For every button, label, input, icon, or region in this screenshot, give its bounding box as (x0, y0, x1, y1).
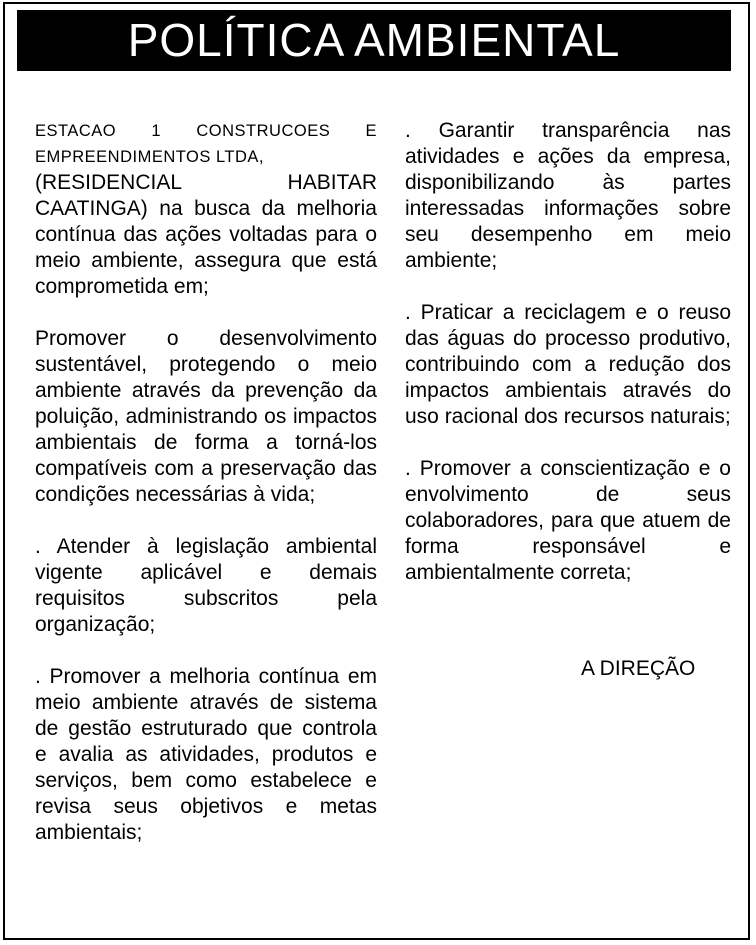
intro-paragraph (35, 118, 377, 300)
policy-item-legislation: . Atender à legislação ambiental vigente aplicável e demais requisitos subscritos pela organização; (35, 535, 377, 636)
page-title: POLÍTICA AMBIENTAL (17, 10, 731, 71)
policy-item-awareness: . Promover a conscientização e o envolvimento de seus colaboradores, para que atuem de forma responsável e ambientalmente correta; (405, 457, 731, 584)
company-name: ESTACAO 1 CONSTRUCOES E EMPREENDIMENTOS LTDA, (35, 122, 377, 166)
right-column (405, 118, 731, 612)
policy-item-sustainable-development: Promover o desenvolvimento sustentável, protegendo o meio ambiente através da prevenção da poluição, administrando os impactos ambientais de forma a torná-los compatíveis com a preservação das condições necessárias à vida; (35, 327, 377, 506)
left-column (35, 118, 377, 872)
policy-item-continuous-improvement: . Promover a melhoria contínua em meio ambiente através de sistema de gestão estruturado que controla e avalia as atividades, produtos e serviços, bem como estabelece e revisa seus objetivos e metas ambientais; (35, 665, 377, 844)
policy-item-recycling: . Praticar a reciclagem e o reuso das águas do processo produtivo, contribuindo com a redução dos impactos ambientais através do uso racional dos recursos naturais; (405, 301, 731, 428)
signature: A DIREÇÃO (581, 657, 696, 680)
intro-text: (RESIDENCIAL HABITAR CAATINGA) na busca da melhoria contínua das ações voltadas para o meio ambiente, assegura que está comprometida em; (35, 171, 377, 298)
policy-item-transparency: . Garantir transparência nas atividades e ações da empresa, disponibilizando às partes interessadas informações sobre seu desempenho em meio ambiente; (405, 119, 731, 272)
